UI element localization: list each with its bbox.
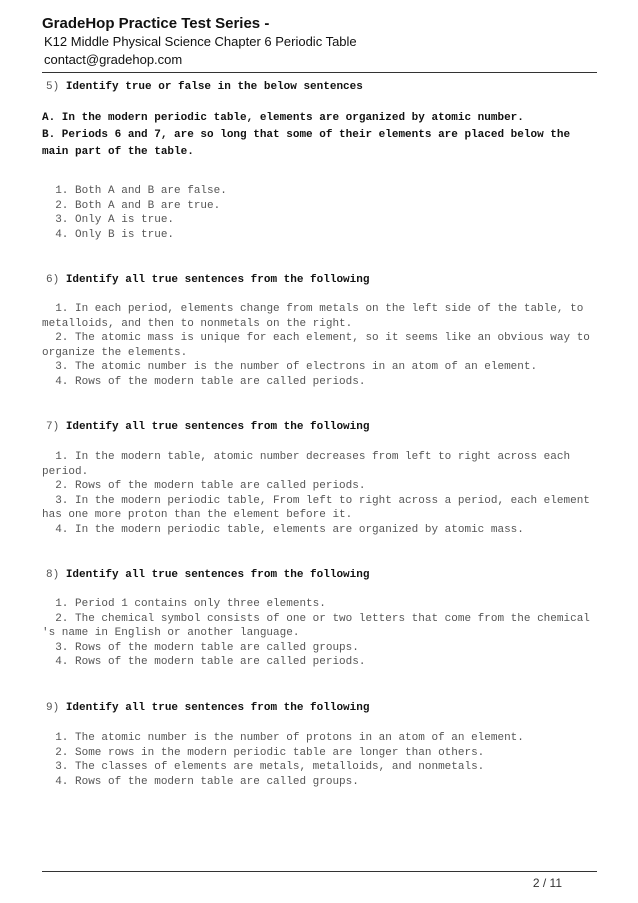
footer-divider [42,871,597,872]
question-number: 5) [46,81,60,93]
option-item: 3. Only A is true. [42,214,175,227]
question-block [46,568,369,583]
statement: B. Periods 6 and 7, are so long that some of their elements are placed below the main part of the table. [42,129,571,158]
header-divider [42,72,597,73]
option-list [42,302,597,390]
question-heading [46,420,369,435]
option-item: 3. The atomic number is the number of electrons in an atom of an element. [42,361,538,374]
contact-email: contact@gradehop.com [44,52,183,67]
statement-list [42,110,592,161]
option-item: 2. Both A and B are true. [42,199,221,212]
option-item: 2. Some rows in the modern periodic table are longer than others. [42,746,485,759]
question-block [46,80,363,95]
option-item: 4. In the modern periodic table, elements are organized by atomic mass. [42,523,524,536]
course-subtitle: K12 Middle Physical Science Chapter 6 Periodic Table [44,34,357,49]
series-title: GradeHop Practice Test Series - [42,15,270,32]
option-item: 2. The atomic mass is unique for each element, so it seems like an obvious way to organize the elements. [42,332,597,359]
question-heading [46,568,369,583]
page-number: 2 / 11 [532,876,562,890]
page-header [42,14,597,69]
question-heading [46,701,369,716]
question-prompt: Identify true or false in the below sentences [65,81,363,93]
question-prompt: Identify all true sentences from the following [65,702,370,714]
question-prompt: Identify all true sentences from the following [65,569,370,581]
question-heading [46,273,369,288]
option-item: 4. Rows of the modern table are called periods. [42,375,366,388]
question-heading [46,80,363,95]
option-list [42,597,597,670]
option-item: 3. Rows of the modern table are called groups. [42,641,359,654]
option-item: 1. In each period, elements change from metals on the left side of the table, to metalloids, and then to nonmetals on the right. [42,303,590,330]
option-item: 1. Period 1 contains only three elements. [42,598,326,610]
question-block [46,701,369,716]
option-item: 1. In the modern table, atomic number decreases from left to right across each period. [42,451,577,478]
question-number: 7) [46,421,60,433]
statement: A. In the modern periodic table, elements are organized by atomic number. [42,112,524,124]
option-list [42,731,592,789]
question-number: 6) [46,274,60,286]
option-list [42,184,592,242]
option-item: 3. In the modern periodic table, From left to right across a period, each element has one more proton than the element before it. [42,494,597,522]
option-item: 2. The chemical symbol consists of one or two letters that come from the chemical 's name in English or another language. [42,612,597,640]
option-item: 3. The classes of elements are metals, metalloids, and nonmetals. [42,761,485,774]
question-number: 8) [46,569,60,581]
option-item: 4. Rows of the modern table are called groups. [42,775,359,788]
question-prompt: Identify all true sentences from the following [65,421,370,433]
question-prompt: Identify all true sentences from the following [65,274,370,286]
option-item: 2. Rows of the modern table are called periods. [42,480,366,493]
option-list [42,450,597,538]
option-item: 4. Rows of the modern table are called periods. [42,656,366,669]
option-item: 1. Both A and B are false. [42,185,227,197]
question-number: 9) [46,702,60,714]
question-block [46,273,369,288]
question-block [46,420,369,435]
option-item: 1. The atomic number is the number of protons in an atom of an element. [42,732,524,744]
option-item: 4. Only B is true. [42,228,175,241]
